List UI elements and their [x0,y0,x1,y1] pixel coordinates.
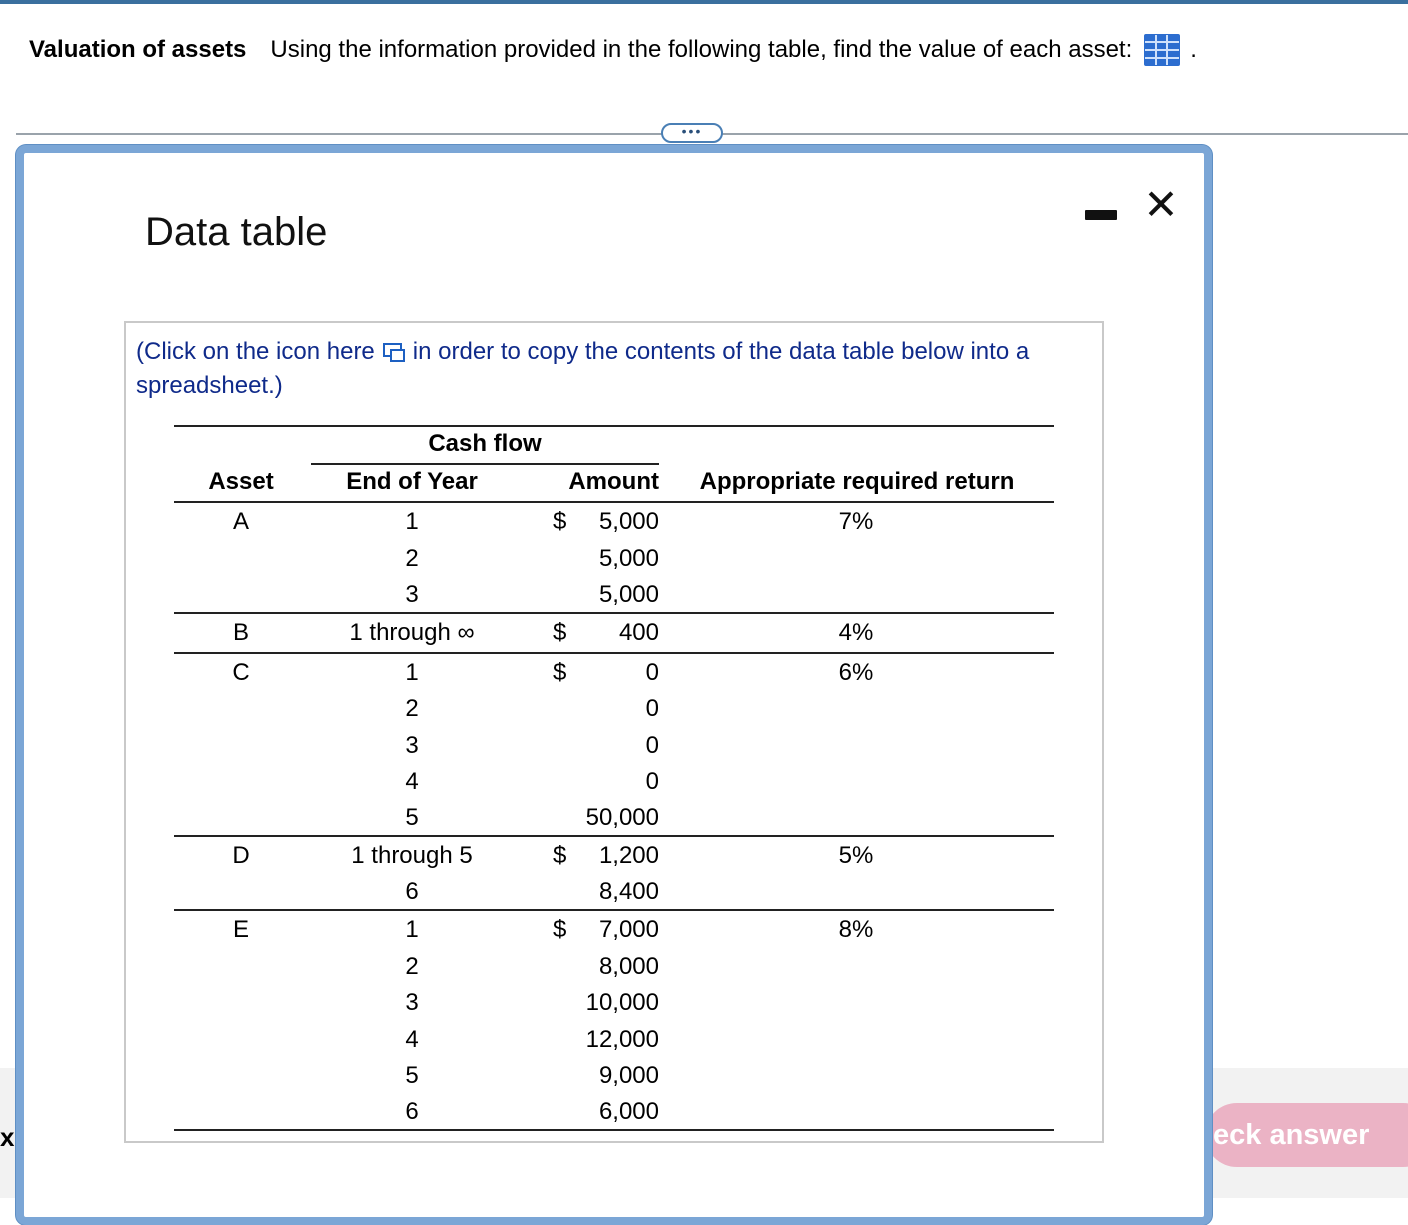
year-cell: 6 [405,878,419,905]
question-text: Using the information provided in the following table, find the value of each asset: [270,36,1133,63]
amount-cell: 0 [645,768,659,795]
top-rule [0,0,1408,4]
year-cell: 5 [405,1062,419,1089]
modal-title: Data table [145,210,328,254]
dollar-sign: $ [553,916,567,943]
year-cell: 3 [405,732,419,759]
header-cash-flow: Cash flow [428,430,542,457]
question-line [29,34,1197,66]
amount-cell: 50,000 [585,804,659,831]
amount-cell: 6,000 [598,1098,659,1125]
header-bottom-rule [174,501,1054,503]
year-cell: 4 [405,768,419,795]
year-cell: 5 [405,804,419,831]
header-end-of-year: End of Year [346,468,478,495]
amount-cell: 9,000 [598,1062,659,1089]
amount-cell: 5,000 [598,508,659,535]
year-cell: 1 through ∞ [349,619,475,646]
year-cell: 1 [405,508,419,535]
cash-flow-table [126,323,1106,1145]
asset-cell: E [232,916,249,943]
asset-cell: B [232,619,249,646]
minimize-icon[interactable] [1085,210,1117,220]
header-amount: Amount [568,468,659,495]
year-cell: 1 [405,659,419,686]
year-cell: 3 [405,989,419,1016]
dollar-sign: $ [553,659,567,686]
amount-cell: 5,000 [598,545,659,572]
amount-cell: 8,000 [598,953,659,980]
group-rule [174,835,1054,837]
amount-cell: 0 [645,732,659,759]
close-icon[interactable]: ✕ [1143,181,1179,228]
data-panel [124,321,1104,1143]
amount-cell: 12,000 [585,1026,659,1053]
asset-cell: C [232,659,250,686]
group-rule [174,612,1054,614]
more-button[interactable]: ••• [661,123,723,143]
year-cell: 4 [405,1026,419,1053]
instructions-after: in order to copy the contents of the data table below into a spreadsheet.) [136,338,1030,399]
year-cell: 1 [405,916,419,943]
asset-cell: A [232,508,249,535]
dollar-sign: $ [553,842,567,869]
question-title: Valuation of assets [29,36,247,63]
cash-flow-underline [311,463,659,465]
year-cell: 2 [405,695,419,722]
amount-cell: 1,200 [598,842,659,869]
left-mark[interactable]: x [0,1122,15,1152]
amount-cell: 0 [645,659,659,686]
amount-cell: 5,000 [598,581,659,608]
dollar-sign: $ [553,508,567,535]
asset-cell: D [232,842,250,869]
return-cell: 6% [838,659,874,686]
amount-cell: 10,000 [585,989,659,1016]
amount-cell: 7,000 [598,916,659,943]
group-rule [174,909,1054,911]
table-top-rule [174,425,1054,427]
amount-cell: 8,400 [598,878,659,905]
group-rule [174,1129,1054,1131]
amount-cell: 400 [618,619,659,646]
group-rule [174,652,1054,654]
return-cell: 8% [838,916,874,943]
return-cell: 4% [838,619,874,646]
check-answer-button[interactable]: eck answer [1205,1103,1408,1167]
question-period: . [1190,36,1197,63]
return-cell: 7% [838,508,874,535]
return-cell: 5% [838,842,874,869]
header-required-return: Appropriate required return [699,468,1015,495]
amount-cell: 0 [645,695,659,722]
header-asset: Asset [208,468,274,495]
year-cell: 1 through 5 [351,842,473,869]
data-table-modal [16,145,1212,1225]
instructions-before: (Click on the icon here [136,338,375,365]
year-cell: 6 [405,1098,419,1125]
year-cell: 3 [405,581,419,608]
year-cell: 2 [405,545,419,572]
grid-icon[interactable] [1144,34,1180,66]
dollar-sign: $ [553,619,567,646]
year-cell: 2 [405,953,419,980]
